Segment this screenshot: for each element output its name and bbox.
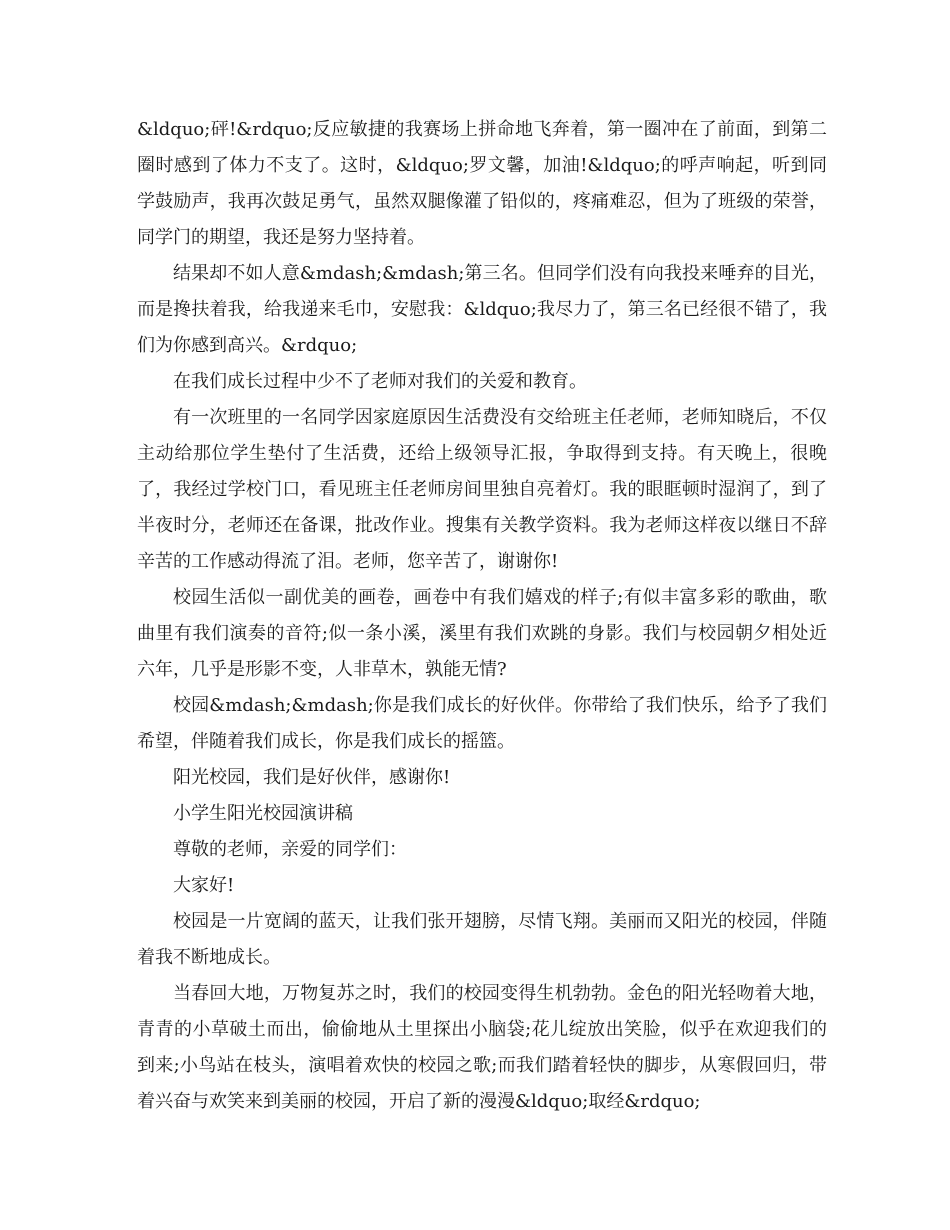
paragraph-campus-partner: 校园&mdash;&mdash;你是我们成长的好伙伴。你带给了我们快乐，给予了我们希望，伴随着我们成长，你是我们成长的摇篮。 — [137, 695, 827, 752]
paragraph-campus-life: 校园生活似一副优美的画卷，画卷中有我们嬉戏的样子;有似丰富多彩的歌曲，歌曲里有我们演奏的音符;似一条小溪，溪里有我们欢跳的身影。我们与校园朝夕相处近六年，几乎是形影不变，人非草木，孰能无情? — [137, 587, 827, 680]
speech-greeting: 大家好! — [173, 875, 235, 896]
paragraph-campus-sky: 校园是一片宽阔的蓝天，让我们张开翅膀，尽情飞翔。美丽而又阳光的校园，伴随着我不断地成长。 — [137, 911, 827, 968]
paragraph-teacher-care: 在我们成长过程中少不了老师对我们的关爱和教育。 — [173, 371, 587, 392]
paragraph-spring: 当春回大地，万物复苏之时，我们的校园变得生机勃勃。金色的阳光轻吻着大地，青青的小草破土而出，偷偷地从土里探出小脑袋;花儿绽放出笑脸，似乎在欢迎我们的到来;小鸟站在枝头，演唱着欢快的校园之歌;而我们踏着轻快的脚步，从寒假回归，带着兴奋与欢笑来到美丽的校园，开启了新的漫漫&ldquo;取经&rdquo; — [137, 983, 827, 1112]
speech-title: 小学生阳光校园演讲稿 — [173, 803, 353, 824]
paragraph-teacher-story: 有一次班里的一名同学因家庭原因生活费没有交给班主任老师，老师知晓后，不仅主动给那位学生垫付了生活费，还给上级领导汇报，争取得到支持。有天晚上，很晚了，我经过学校门口，看见班主任老师房间里独自亮着灯。我的眼眶顿时湿润了，到了半夜时分，老师还在备课，批改作业。搜集有关教学资料。我为老师这样夜以继日不辞辛苦的工作感动得流了泪。老师，您辛苦了，谢谢你! — [137, 407, 827, 572]
paragraph-race-start: &ldquo;砰!&rdquo;反应敏捷的我赛场上拼命地飞奔着，第一圈冲在了前面，到第二圈时感到了体力不支了。这时，&ldquo;罗文馨，加油!&ldquo;的呼声响起，听到同学鼓励声，我再次鼓足勇气，虽然双腿像灌了铅似的，疼痛难忍，但为了班级的荣誉，同学门的期望，我还是努力坚持着。 — [137, 119, 827, 248]
document-body — [137, 112, 827, 1120]
paragraph-thanks: 阳光校园，我们是好伙伴，感谢你! — [173, 767, 451, 788]
paragraph-race-result: 结果却不如人意&mdash;&mdash;第三名。但同学们没有向我投来唾弃的目光，而是搀扶着我，给我递来毛巾，安慰我：&ldquo;我尽力了，第三名已经很不错了，我们为你感到高兴。&rdquo; — [137, 263, 827, 356]
speech-salutation: 尊敬的老师，亲爱的同学们： — [173, 839, 407, 860]
